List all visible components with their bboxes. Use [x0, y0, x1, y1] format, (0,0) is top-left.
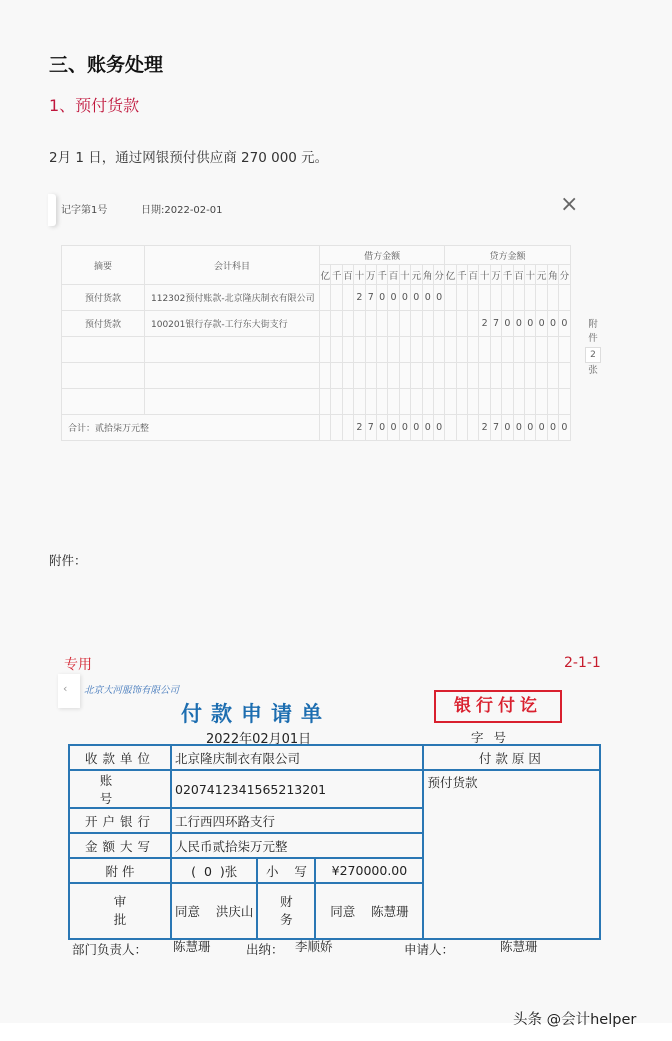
- credit-digit: [502, 285, 513, 311]
- total-debit-digit: 0: [376, 415, 387, 441]
- attach-value: ( 0 )张: [171, 858, 257, 883]
- credit-digit: [547, 285, 558, 311]
- special-label: 专用: [64, 657, 92, 673]
- debit-unit-header: 万: [365, 265, 376, 285]
- voucher-row[interactable]: [62, 389, 571, 415]
- debit-unit-header: 千: [376, 265, 387, 285]
- credit-digit: [445, 285, 456, 311]
- row-account: [145, 337, 320, 363]
- debit-digit: [320, 337, 331, 363]
- debit-digit: [342, 311, 353, 337]
- debit-digit: [320, 285, 331, 311]
- credit-digit: 7: [490, 311, 501, 337]
- account-value: 0207412341565213201: [171, 770, 423, 808]
- row-summary: [62, 337, 145, 363]
- voucher-date: 日期:2022-02-01: [141, 205, 223, 216]
- debit-digit: [433, 311, 444, 337]
- close-icon[interactable]: ×: [560, 192, 579, 217]
- debit-digit: [331, 389, 342, 415]
- credit-digit: [479, 363, 490, 389]
- credit-unit-header: 十: [479, 265, 490, 285]
- credit-digit: [513, 389, 524, 415]
- company-name: 北京大河服饰有限公司: [84, 685, 180, 696]
- debit-digit: [422, 311, 433, 337]
- debit-digit: 0: [433, 285, 444, 311]
- cashier-label: 出纳：: [246, 942, 284, 957]
- debit-digit: [411, 311, 422, 337]
- watermark: 头条 @会计helper: [513, 1012, 637, 1028]
- credit-digit: [525, 285, 536, 311]
- section-title: 三、账务处理: [49, 54, 164, 76]
- credit-digit: 2: [479, 311, 490, 337]
- total-debit-digit: 0: [399, 415, 410, 441]
- debit-digit: [376, 337, 387, 363]
- debit-digit: [342, 363, 353, 389]
- credit-digit: 0: [525, 311, 536, 337]
- debit-digit: [365, 337, 376, 363]
- accounting-voucher: [48, 188, 608, 458]
- debit-unit-header: 亿: [320, 265, 331, 285]
- applicant-value: 陈慧珊: [500, 939, 538, 954]
- credit-unit-header: 分: [559, 265, 570, 285]
- row-account: 112302预付账款-北京隆庆制衣有限公司: [145, 285, 320, 311]
- debit-digit: 2: [354, 285, 365, 311]
- debit-unit-header: 角: [422, 265, 433, 285]
- debit-digit: [399, 337, 410, 363]
- voucher-row[interactable]: [62, 311, 571, 337]
- debit-digit: [376, 389, 387, 415]
- credit-digit: [456, 337, 467, 363]
- debit-digit: [376, 311, 387, 337]
- total-debit-digit: 2: [354, 415, 365, 441]
- amount-num-value: ¥270000.00: [315, 858, 423, 883]
- row-account: 100201银行存款-工行东大街支行: [145, 311, 320, 337]
- debit-digit: [365, 363, 376, 389]
- voucher-row[interactable]: [62, 285, 571, 311]
- debit-digit: [342, 389, 353, 415]
- credit-unit-header: 十: [525, 265, 536, 285]
- debit-digit: [388, 311, 399, 337]
- voucher-table: [61, 245, 571, 441]
- credit-digit: [513, 363, 524, 389]
- voucher-row[interactable]: [62, 363, 571, 389]
- credit-digit: [468, 311, 479, 337]
- voucher-number: 记字第1号: [61, 205, 108, 216]
- credit-digit: [536, 337, 547, 363]
- credit-digit: [559, 363, 570, 389]
- credit-digit: [456, 285, 467, 311]
- debit-unit-header: 十: [399, 265, 410, 285]
- bank-value: 工行西四环路支行: [171, 808, 423, 833]
- debit-digit: [411, 337, 422, 363]
- debit-digit: [388, 337, 399, 363]
- credit-digit: [525, 337, 536, 363]
- debit-unit-header: 分: [433, 265, 444, 285]
- credit-digit: [479, 337, 490, 363]
- total-debit-digit: 0: [411, 415, 422, 441]
- credit-digit: 0: [559, 311, 570, 337]
- chevron-left-icon[interactable]: ‹: [58, 674, 80, 708]
- applicant-label: 申请人：: [404, 942, 455, 957]
- total-credit-digit: 2: [479, 415, 490, 441]
- total-credit-digit: 0: [536, 415, 547, 441]
- credit-digit: [445, 389, 456, 415]
- credit-unit-header: 百: [468, 265, 479, 285]
- credit-digit: [445, 311, 456, 337]
- total-debit-digit: 7: [365, 415, 376, 441]
- credit-digit: [456, 389, 467, 415]
- credit-digit: [559, 337, 570, 363]
- credit-digit: [547, 337, 558, 363]
- credit-digit: [490, 337, 501, 363]
- row-summary: 预付货款: [62, 311, 145, 337]
- credit-digit: [536, 285, 547, 311]
- debit-digit: [422, 389, 433, 415]
- zihao-label: 字号: [471, 730, 517, 745]
- credit-unit-header: 角: [547, 265, 558, 285]
- total-debit-digit: 0: [422, 415, 433, 441]
- debit-digit: [411, 389, 422, 415]
- attachment-label: 附件：: [49, 553, 87, 568]
- credit-digit: [502, 337, 513, 363]
- payee-value: 北京隆庆制衣有限公司: [171, 745, 423, 770]
- amount-words-value: 人民币贰拾柒万元整: [171, 833, 423, 858]
- debit-digit: [354, 389, 365, 415]
- debit-digit: [331, 337, 342, 363]
- debit-digit: [320, 363, 331, 389]
- attach-char-1: 附: [588, 319, 598, 330]
- credit-unit-header: 百: [513, 265, 524, 285]
- debit-digit: 0: [411, 285, 422, 311]
- total-debit-digit: [320, 415, 331, 441]
- finance-value: 同意 陈慧珊: [315, 883, 423, 939]
- bank-paid-stamp: 银行付讫: [434, 690, 562, 723]
- total-row: [62, 415, 571, 441]
- dept-head-value: 陈慧珊: [173, 939, 211, 954]
- debit-digit: 0: [376, 285, 387, 311]
- row-summary: [62, 389, 145, 415]
- credit-digit: [479, 389, 490, 415]
- total-debit-digit: [342, 415, 353, 441]
- header-credit: 贷方金额: [445, 246, 570, 265]
- credit-digit: [536, 389, 547, 415]
- debit-unit-header: 千: [331, 265, 342, 285]
- credit-digit: [468, 285, 479, 311]
- credit-unit-header: 千: [502, 265, 513, 285]
- debit-digit: [365, 389, 376, 415]
- credit-digit: [456, 311, 467, 337]
- credit-digit: 0: [536, 311, 547, 337]
- total-credit-digit: 0: [547, 415, 558, 441]
- credit-digit: [445, 337, 456, 363]
- account-label: 账 号: [69, 770, 171, 808]
- total-credit-digit: [456, 415, 467, 441]
- debit-digit: 7: [365, 285, 376, 311]
- credit-digit: [502, 363, 513, 389]
- debit-digit: [320, 389, 331, 415]
- debit-digit: [399, 389, 410, 415]
- doc-number: 2-1-1: [564, 655, 601, 671]
- credit-digit: [525, 389, 536, 415]
- row-account: [145, 363, 320, 389]
- debit-unit-header: 百: [342, 265, 353, 285]
- total-credit-digit: 7: [490, 415, 501, 441]
- debit-digit: [422, 363, 433, 389]
- credit-digit: [490, 285, 501, 311]
- debit-digit: [354, 363, 365, 389]
- dept-head-label: 部门负责人：: [72, 942, 148, 957]
- row-summary: [62, 363, 145, 389]
- credit-digit: [445, 363, 456, 389]
- credit-digit: [547, 389, 558, 415]
- debit-digit: [433, 363, 444, 389]
- credit-digit: [468, 389, 479, 415]
- total-debit-digit: 0: [433, 415, 444, 441]
- bank-label: 开户银行: [69, 808, 171, 833]
- payment-request-form: [58, 650, 618, 970]
- total-credit-digit: [468, 415, 479, 441]
- amount-num-label: 小 写: [257, 858, 315, 883]
- debit-digit: [331, 285, 342, 311]
- credit-digit: [490, 363, 501, 389]
- debit-digit: [433, 389, 444, 415]
- form-date: 2022年02月01日: [206, 732, 312, 747]
- finance-label: 财务: [257, 883, 315, 939]
- payee-label: 收款单位: [69, 745, 171, 770]
- credit-digit: [468, 337, 479, 363]
- attachment-count-note: [585, 318, 601, 378]
- credit-digit: 0: [547, 311, 558, 337]
- reason-value: 预付货款: [423, 770, 600, 939]
- subsection-title: 1、预付货款: [49, 96, 140, 115]
- debit-digit: [365, 311, 376, 337]
- credit-unit-header: 万: [490, 265, 501, 285]
- debit-digit: [399, 363, 410, 389]
- total-credit-digit: 0: [525, 415, 536, 441]
- paragraph: 2月 1 日，通过网银预付供应商 270 000 元。: [49, 150, 329, 166]
- credit-digit: [468, 363, 479, 389]
- total-credit-digit: 0: [559, 415, 570, 441]
- credit-digit: [536, 363, 547, 389]
- debit-digit: [342, 285, 353, 311]
- debit-digit: 0: [399, 285, 410, 311]
- attach-char-2: 件: [588, 333, 598, 344]
- debit-digit: 0: [388, 285, 399, 311]
- credit-digit: [559, 389, 570, 415]
- total-credit-digit: [445, 415, 456, 441]
- approve-label: 审批: [69, 883, 171, 939]
- credit-digit: [547, 363, 558, 389]
- side-tab-handle[interactable]: [48, 194, 56, 226]
- debit-digit: [331, 311, 342, 337]
- total-debit-digit: [331, 415, 342, 441]
- debit-digit: [433, 337, 444, 363]
- total-label: 合计：贰拾柒万元整: [62, 415, 320, 441]
- debit-unit-header: 百: [388, 265, 399, 285]
- credit-digit: [490, 389, 501, 415]
- debit-digit: [399, 311, 410, 337]
- debit-digit: 0: [422, 285, 433, 311]
- row-account: [145, 389, 320, 415]
- credit-digit: [525, 363, 536, 389]
- voucher-row[interactable]: [62, 337, 571, 363]
- debit-digit: [422, 337, 433, 363]
- payment-table: [68, 744, 601, 940]
- credit-digit: [513, 337, 524, 363]
- credit-unit-header: 元: [536, 265, 547, 285]
- form-title: 付款申请单: [181, 702, 331, 726]
- header-debit: 借方金额: [320, 246, 445, 265]
- debit-digit: [342, 337, 353, 363]
- debit-digit: [320, 311, 331, 337]
- header-account: 会计科目: [145, 246, 320, 285]
- debit-unit-header: 十: [354, 265, 365, 285]
- credit-digit: [502, 389, 513, 415]
- cashier-value: 李顺娇: [295, 939, 333, 954]
- header-summary: 摘要: [62, 246, 145, 285]
- credit-unit-header: 千: [456, 265, 467, 285]
- credit-digit: [513, 285, 524, 311]
- debit-digit: [354, 337, 365, 363]
- credit-digit: [559, 285, 570, 311]
- row-summary: 预付货款: [62, 285, 145, 311]
- credit-unit-header: 亿: [445, 265, 456, 285]
- debit-digit: [388, 363, 399, 389]
- total-debit-digit: 0: [388, 415, 399, 441]
- total-credit-digit: 0: [513, 415, 524, 441]
- approve-value: 同意 洪庆山: [171, 883, 257, 939]
- attach-label: 附 件: [69, 858, 171, 883]
- debit-digit: [411, 363, 422, 389]
- credit-digit: 0: [502, 311, 513, 337]
- amount-words-label: 金额大写: [69, 833, 171, 858]
- total-credit-digit: 0: [502, 415, 513, 441]
- debit-digit: [354, 311, 365, 337]
- debit-unit-header: 元: [411, 265, 422, 285]
- credit-digit: [479, 285, 490, 311]
- credit-digit: 0: [513, 311, 524, 337]
- reason-label: 付款原因: [423, 745, 600, 770]
- debit-digit: [388, 389, 399, 415]
- debit-digit: [376, 363, 387, 389]
- attach-char-3: 张: [588, 365, 598, 376]
- credit-digit: [456, 363, 467, 389]
- debit-digit: [331, 363, 342, 389]
- attachment-count-input[interactable]: 2: [585, 347, 601, 363]
